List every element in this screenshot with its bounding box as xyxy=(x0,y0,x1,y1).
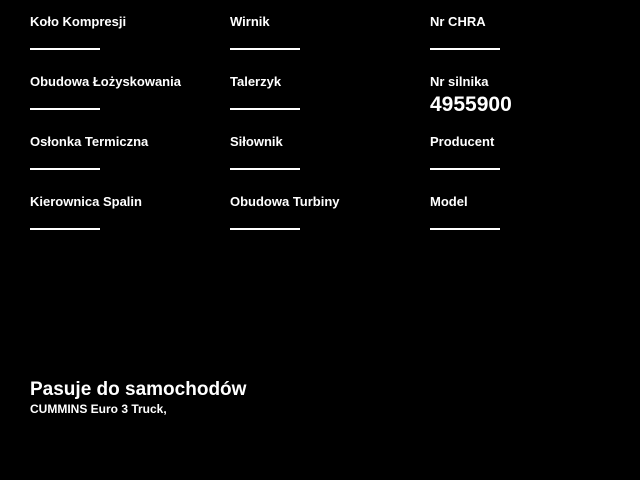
field-label: Nr silnika xyxy=(430,74,489,89)
field-talerzyk xyxy=(230,74,300,110)
field-underline xyxy=(430,228,500,230)
field-nr-silnika xyxy=(430,74,512,117)
field-label: Obudowa Turbiny xyxy=(230,194,340,209)
field-underline xyxy=(30,48,100,50)
field-obudowa-turbiny xyxy=(230,194,340,230)
field-underline xyxy=(230,228,300,230)
field-underline xyxy=(230,108,300,110)
field-underline xyxy=(430,48,500,50)
field-underline xyxy=(230,168,300,170)
field-label: Wirnik xyxy=(230,14,270,29)
field-nr-chra xyxy=(430,14,500,50)
field-underline xyxy=(430,168,500,170)
field-silownik xyxy=(230,134,300,170)
fits-section xyxy=(30,378,246,417)
field-label: Osłonka Termiczna xyxy=(30,134,149,149)
field-wirnik xyxy=(230,14,300,50)
field-underline xyxy=(30,108,100,110)
fits-section-title: Pasuje do samochodów xyxy=(30,379,247,400)
field-oslonka-termiczna xyxy=(30,134,148,170)
engine-number-value: 4955900 xyxy=(430,93,512,116)
field-label: Siłownik xyxy=(230,134,283,149)
field-label: Nr CHRA xyxy=(430,14,486,29)
fits-vehicles-text: CUMMINS Euro 3 Truck, xyxy=(30,402,167,416)
field-label: Producent xyxy=(430,134,495,149)
field-model xyxy=(430,194,500,230)
field-underline xyxy=(30,228,100,230)
field-label: Koło Kompresji xyxy=(30,14,127,29)
field-kierownica-spalin xyxy=(30,194,142,230)
field-label: Kierownica Spalin xyxy=(30,194,142,209)
field-producent xyxy=(430,134,500,170)
field-underline xyxy=(230,48,300,50)
field-label: Talerzyk xyxy=(230,74,282,89)
field-label: Model xyxy=(430,194,468,209)
field-underline xyxy=(30,168,100,170)
field-obudowa-lozyskowania xyxy=(30,74,181,110)
field-kolo-kompresji xyxy=(30,14,126,50)
field-label: Obudowa Łożyskowania xyxy=(30,74,181,89)
